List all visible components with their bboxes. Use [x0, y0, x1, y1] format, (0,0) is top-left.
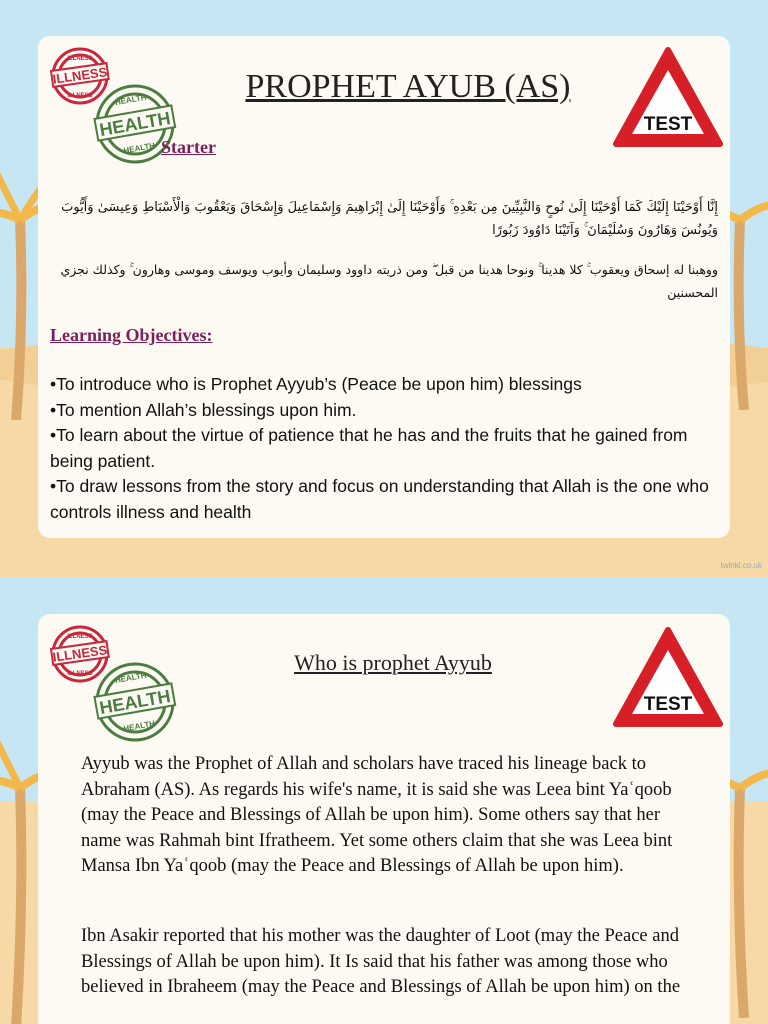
illness-health-stamp-icon — [50, 624, 182, 752]
arabic-verse-1: إِنَّا أَوْحَيْنَا إِلَيْكَ كَمَا أَوْحَيْنَا إِلَىٰ نُوحٍ وَالنَّبِيِّينَ مِن بَعْدِهِ ۚ وَأَوْحَيْنَا إِلَىٰ إِبْرَاهِيمَ وَإِسْمَاعِيلَ وَإِسْحَاقَ وَيَعْقُوبَ وَالْأَسْبَاطِ وَعِيسَىٰ وَأَيُّوبَ وَيُونُسَ وَهَارُونَ وَسُلَيْمَانَ ۚ وَآتَيْنَا دَاوُودَ زَبُورًا — [61, 200, 718, 238]
health-stamp-top-label: HEALTH — [114, 670, 148, 686]
paragraph-1: Ayyub was the Prophet of Allah and scholars have traced his lineage back to Abraham (AS). As regards his wife's name, it is said she was Leea bint Yaʿqoob (may the Peace and Blessings of Allah be upon him). Some others say that her name was Rahmah bint Ifratheem. Yet some others claim that she was Leea bint Mansa Ibn Yaʿqoob (may the Peace and Blessings of Allah be upon him). — [81, 754, 673, 877]
health-stamp-bottom-label: HEALTH — [122, 718, 156, 734]
health-stamp-bottom-label: HEALTH — [122, 140, 156, 156]
health-stamp-top-label: HEALTH — [114, 92, 148, 108]
slide-card — [38, 614, 730, 1024]
illness-stamp-top-label: ILLNESS — [67, 56, 93, 62]
objective-item: •To mention Allah’s blessings upon him. — [50, 399, 357, 420]
paragraph-2: Ibn Asakir reported that his mother was the daughter of Loot (may the Peace and Blessings of Allah be upon him). It Is said that his father was among those who believed in Ibraheem (may the Peace and Blessings of Allah be upon him) on the — [81, 926, 681, 998]
slide-2 — [0, 578, 768, 1024]
test-sign-label: TEST — [643, 694, 693, 715]
test-warning-sign-icon — [610, 624, 726, 730]
test-sign-label: TEST — [643, 114, 693, 135]
slide-card — [38, 36, 730, 538]
section-title: Who is prophet Ayyub — [294, 650, 492, 675]
page-title: PROPHET AYUB (AS) — [245, 68, 571, 105]
health-stamp-label: HEALTH — [97, 685, 173, 719]
illness-stamp-label: ILLNESS — [51, 64, 109, 87]
learning-objectives-heading: Learning Objectives: — [50, 325, 213, 345]
health-stamp-label: HEALTH — [97, 107, 173, 141]
illness-stamp-top-label: ILLNESS — [67, 634, 93, 640]
illness-stamp-label: ILLNESS — [51, 642, 109, 665]
watermark: twinkl.co.uk — [720, 561, 762, 570]
starter-heading: Starter — [161, 137, 216, 157]
test-warning-sign-icon — [610, 44, 726, 150]
arabic-verse-2: ووهبنا له إسحاق ويعقوب ۚ كلا هدينا ۚ ونوحا هدينا من قبل ۖ ومن ذريته داوود وسليمان وأيوب ويوسف وموسى وهارون ۚ وكذلك نجزي المحسنين — [60, 262, 718, 300]
objective-item: •To draw lessons from the story and focus on understanding that Allah is the one who controls illness and health — [50, 476, 709, 522]
illness-stamp-bottom-label: ILLNESS — [67, 671, 93, 677]
learning-objectives-list — [50, 372, 726, 525]
illness-stamp-bottom-label: ILLNESS — [67, 93, 93, 99]
objective-item: •To learn about the virtue of patience that he has and the fruits that he gained from being patient. — [50, 425, 688, 471]
objective-item: •To introduce who is Prophet Ayyub’s (Peace be upon him) blessings — [50, 374, 582, 394]
